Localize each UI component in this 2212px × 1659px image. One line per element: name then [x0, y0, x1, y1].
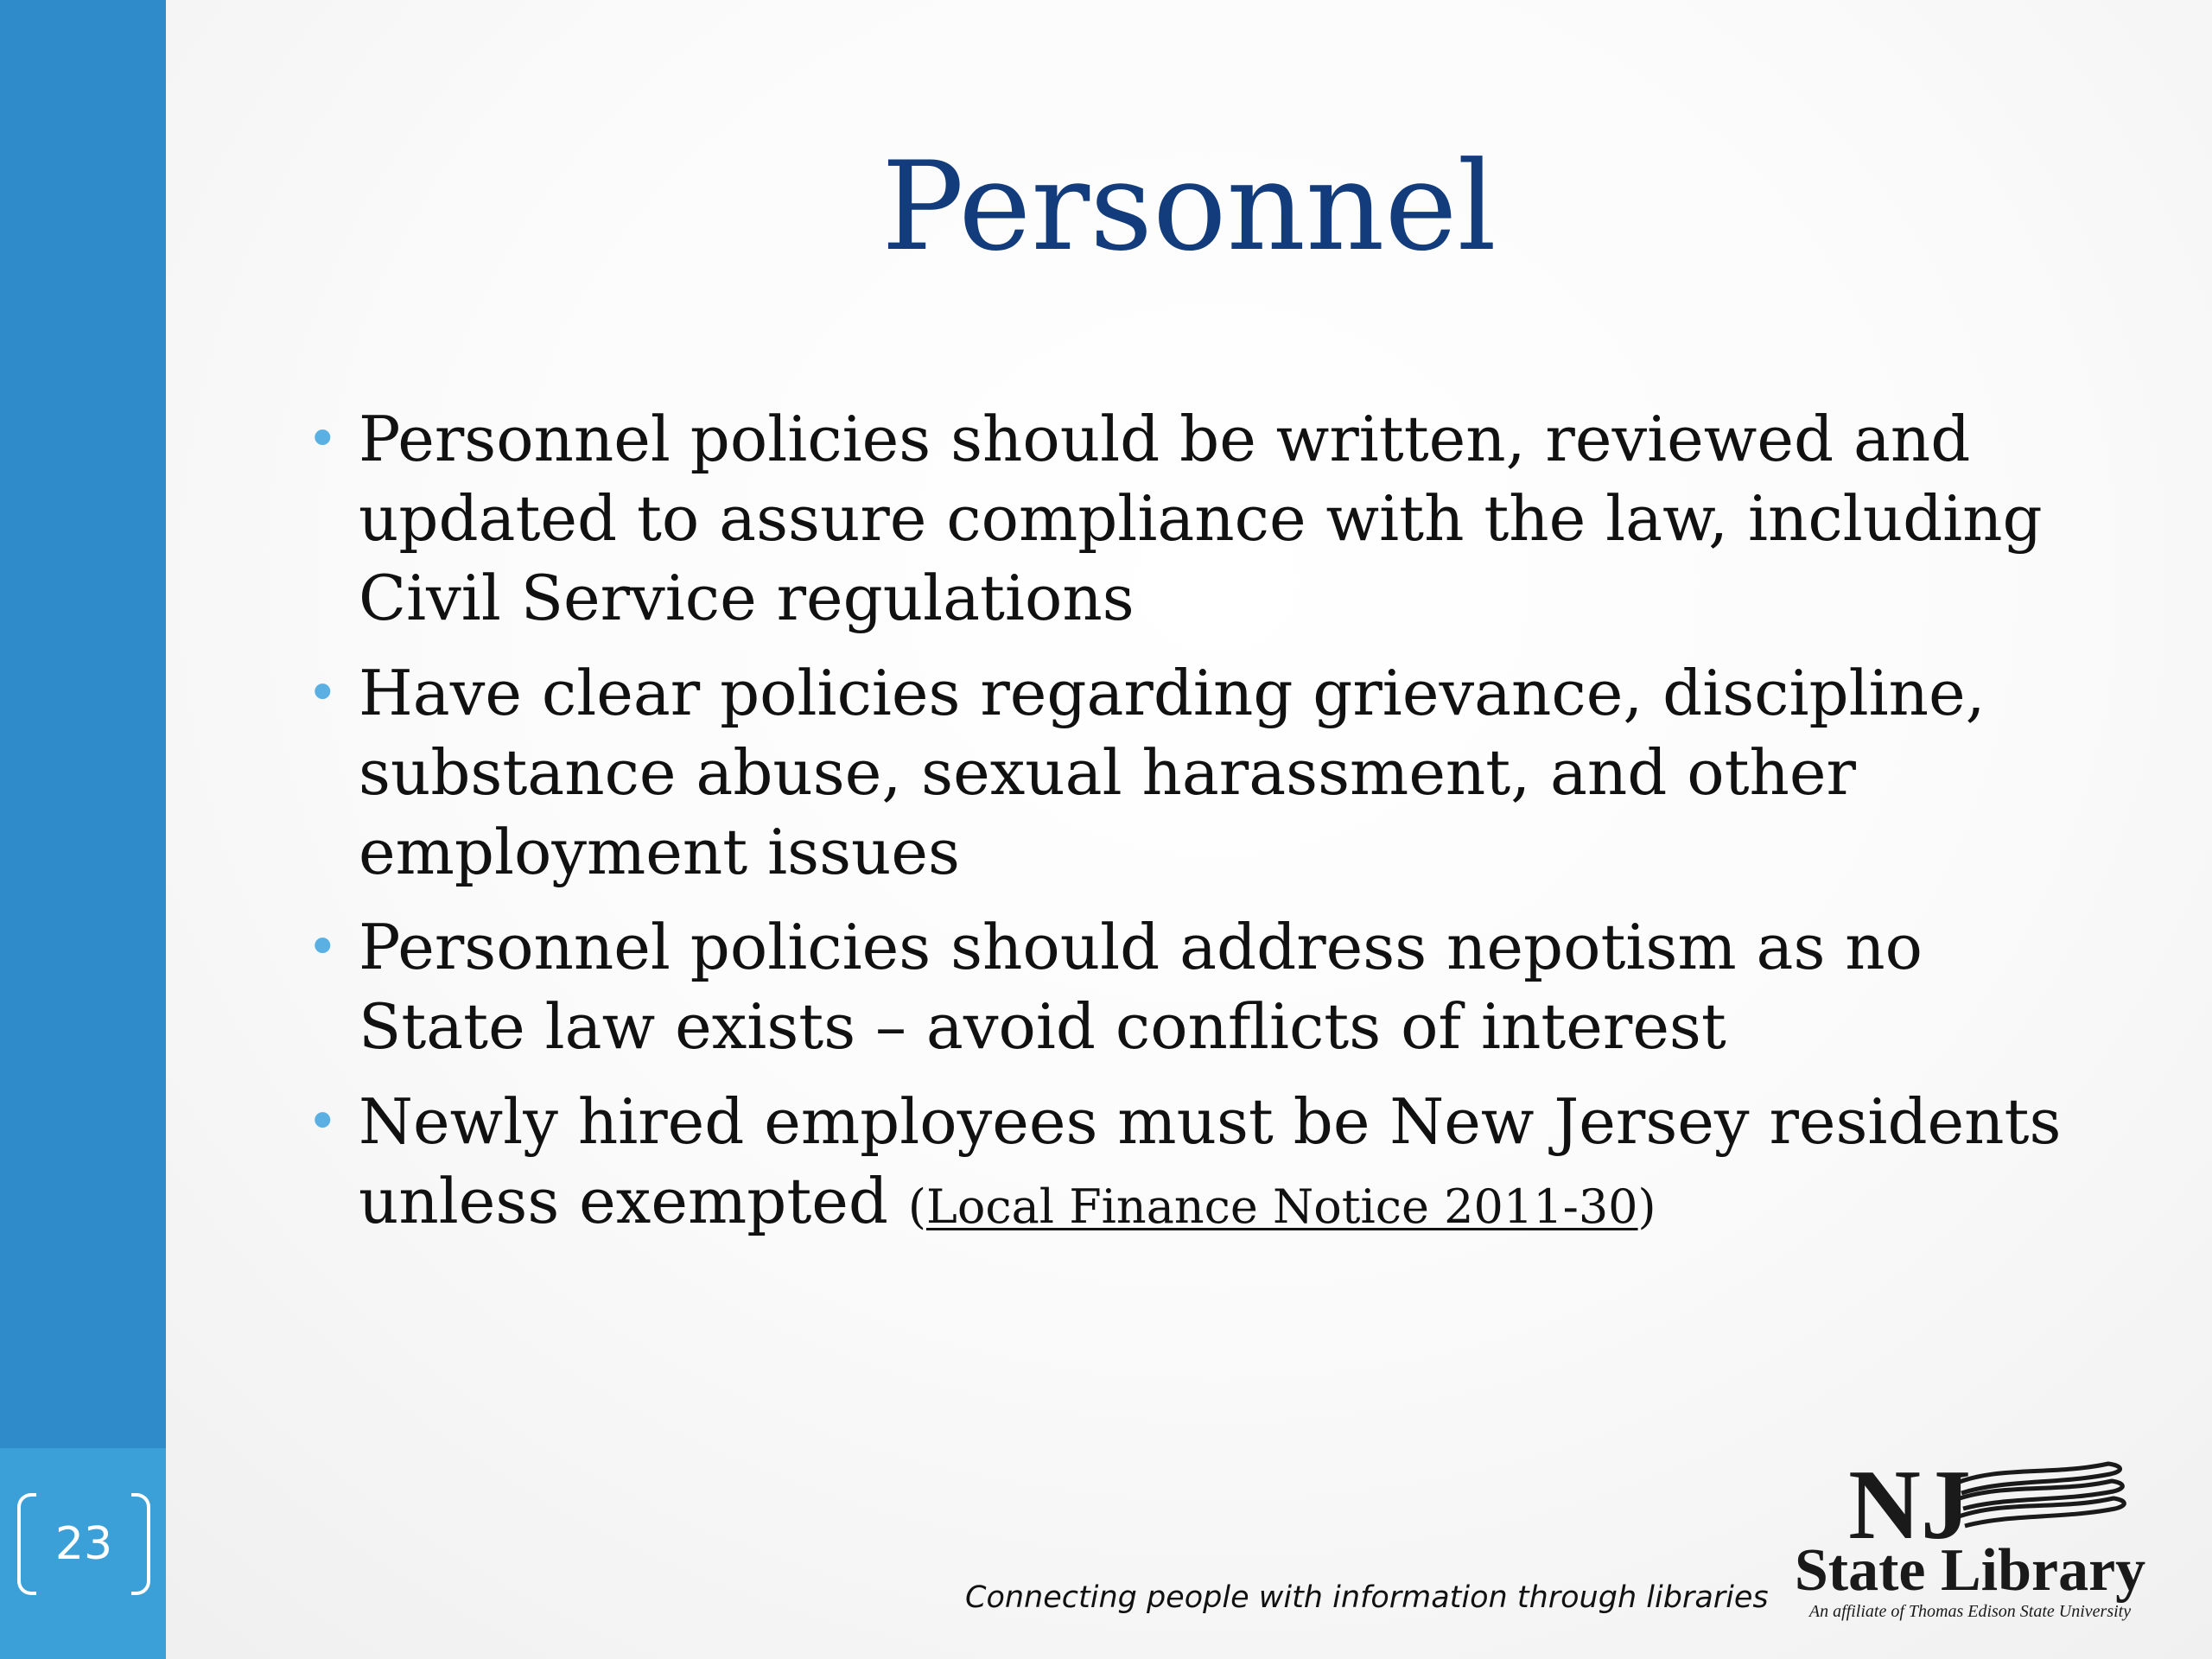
bullet-icon: •: [307, 661, 339, 724]
left-bracket-icon: [17, 1493, 36, 1595]
bullet-item: [298, 907, 2095, 1066]
bullet-icon: •: [307, 1090, 339, 1153]
bullet-icon: •: [307, 407, 339, 470]
citation-close-paren: ): [1637, 1179, 1656, 1234]
logo-line2: State Library: [1794, 1537, 2146, 1604]
local-finance-notice-link[interactable]: Local Finance Notice 2011-30: [925, 1179, 1638, 1234]
nj-state-library-logo-mark: [1771, 1450, 2169, 1631]
logo-wave-icon: [1956, 1498, 2124, 1526]
right-bracket-icon: [131, 1493, 150, 1595]
bullet-list: [298, 399, 2095, 1247]
logo-affiliate: An affiliate of Thomas Edison State University: [1808, 1602, 2132, 1621]
bullet-text: Personnel policies should be written, reviewed and updated to assure compliance with the law, including Civil Service regulations: [359, 403, 2043, 634]
logo-line1: NJ: [1848, 1450, 1971, 1560]
citation: [908, 1179, 1656, 1234]
slide-number-text: 23: [54, 1518, 113, 1570]
citation-open-paren: (: [907, 1179, 926, 1234]
bullet-item: [298, 399, 2095, 638]
slide-number: [17, 1493, 150, 1595]
bullet-text: Newly hired employees must be New Jersey residents unless exempted: [359, 1085, 2062, 1237]
nj-state-library-logo: [1771, 1450, 2169, 1631]
bullet-item: [298, 1082, 2095, 1247]
bullet-text: Have clear policies regarding grievance, discipline, substance abuse, sexual harassment, and other employment issues: [359, 657, 1986, 888]
sidebar: [0, 0, 166, 1659]
page-title: Personnel: [881, 136, 1497, 278]
bullet-icon: •: [307, 915, 339, 978]
bullet-item: [298, 653, 2095, 892]
footer-tagline: Connecting people with information through libraries: [965, 1580, 1769, 1615]
bullet-text: Personnel policies should address nepotism as no State law exists – avoid conflicts of interest: [359, 911, 1923, 1063]
